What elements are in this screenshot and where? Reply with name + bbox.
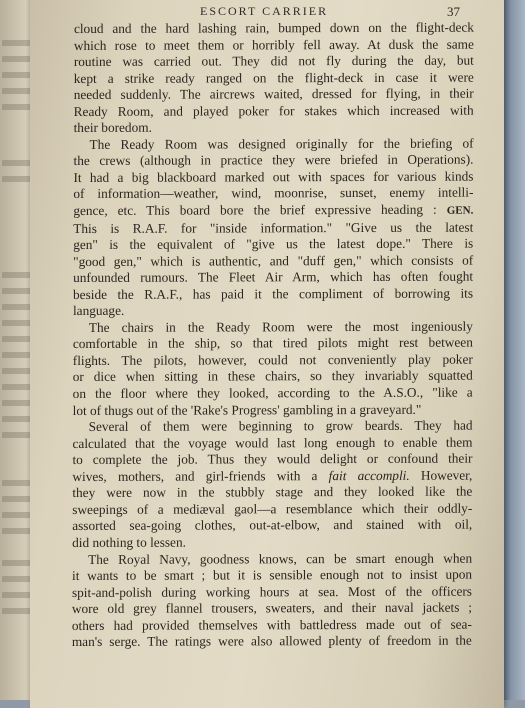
- text-line: "good gen," which is authentic, and "duff gen," which consists of: [73, 252, 474, 269]
- text-line: man's serge. The ratings were also allowed plenty of freedom in the: [71, 632, 472, 650]
- text-line: cloud and the hard lashing rain, bumped down on the flight-deck: [73, 19, 474, 37]
- text-line: sweepings of a mediæval gaol—a resemblance which their oddly-: [72, 500, 473, 517]
- book-page: [30, 0, 504, 708]
- text-line: beside the R.A.F., has paid it the compliment of borrowing its: [73, 285, 474, 302]
- text-line: others had provided themselves with battledress made out of sea-: [71, 616, 472, 633]
- body-text: [72, 20, 474, 651]
- text-line: The chairs in the Ready Room were the most ingeniously: [88, 318, 473, 335]
- text-line: It had a big blackboard marked out with spaces for various kinds: [73, 168, 474, 185]
- text-line: wore old grey flannel trousers, sweaters, and their naval jackets ;: [71, 599, 472, 617]
- text-line: lot of thugs out of the 'Rake's Progress' gambling in a graveyard.": [72, 401, 422, 418]
- text-line-with-italic: [72, 467, 472, 485]
- text-segment: gence, etc. This board bore the brief expressive heading :: [73, 201, 437, 219]
- text-line: they were now in the stubbly stage and they looked like the: [72, 483, 473, 501]
- text-line: kept a strike ready ranged on the flight-deck in case it were: [73, 69, 474, 86]
- text-line: spit-and-polish during working hours at sea. Most of the officers: [71, 583, 473, 600]
- text-line: did nothing to lessen.: [72, 534, 186, 550]
- text-line: language.: [72, 303, 125, 319]
- text-line: comfortable in the ship, so that tired pilots might rest between: [72, 335, 473, 352]
- text-line: unfounded rumours. The Fleet Air Arm, which has often fought: [73, 268, 474, 286]
- text-line: Several of them were beginning to grow beards. They had: [88, 417, 473, 435]
- text-line: the crews (although in practice they were briefed in Operations).: [73, 151, 474, 169]
- running-header: [70, 4, 460, 18]
- text-line: their boredom.: [73, 120, 152, 136]
- text-line: The Royal Navy, goodness knows, can be smart enough when: [88, 550, 473, 567]
- page-number: 37: [447, 4, 460, 19]
- text-line: routine was carried out. They did not fly during the day, but: [73, 52, 474, 70]
- text-line: gen" is the equivalent of "give us the latest dope." There is: [73, 235, 474, 253]
- text-line: it wants to be smart ; but it is sensible enough not to insist upon: [72, 566, 473, 584]
- text-line: or dice when sitting in these chairs, so they invariably squatted: [72, 368, 473, 385]
- text-segment: However,: [420, 467, 473, 483]
- book-cover-edge: [503, 0, 525, 700]
- italic-phrase: fait accompli.: [328, 467, 410, 483]
- text-line: on the floor where they looked, according to the A.S.O., "like a: [72, 384, 473, 402]
- text-line: This is R.A.F. for "inside information." "Give us the latest: [73, 219, 474, 236]
- text-line-with-heading: [73, 202, 473, 221]
- text-line: The Ready Room was designed originally for the briefing of: [89, 135, 474, 152]
- heading-word: GEN.: [446, 204, 474, 217]
- text-line: which rose to meet them or horribly fell away. At dusk the same: [73, 36, 474, 53]
- text-segment: wives, mothers, and girl-friends with a: [72, 467, 318, 484]
- text-line: needed suddenly. The aircrews waited, dressed for flying, in their: [73, 85, 474, 103]
- text-line: Ready Room, and played poker for stakes which increased with: [73, 102, 474, 119]
- text-line: to complete the job. Thus they would delight or confound their: [72, 450, 473, 468]
- running-title: ESCORT CARRIER: [200, 4, 329, 18]
- text-line: flights. The pilots, however, could not conveniently play poker: [72, 351, 473, 368]
- text-line: calculated that the voyage would last long enough to enable them: [72, 434, 473, 451]
- text-line: assorted sea-going clothes, out-at-elbow, and stained with oil,: [72, 517, 473, 534]
- text-line: of information—weather, wind, moonrise, sunset, enemy intelli-: [73, 185, 474, 202]
